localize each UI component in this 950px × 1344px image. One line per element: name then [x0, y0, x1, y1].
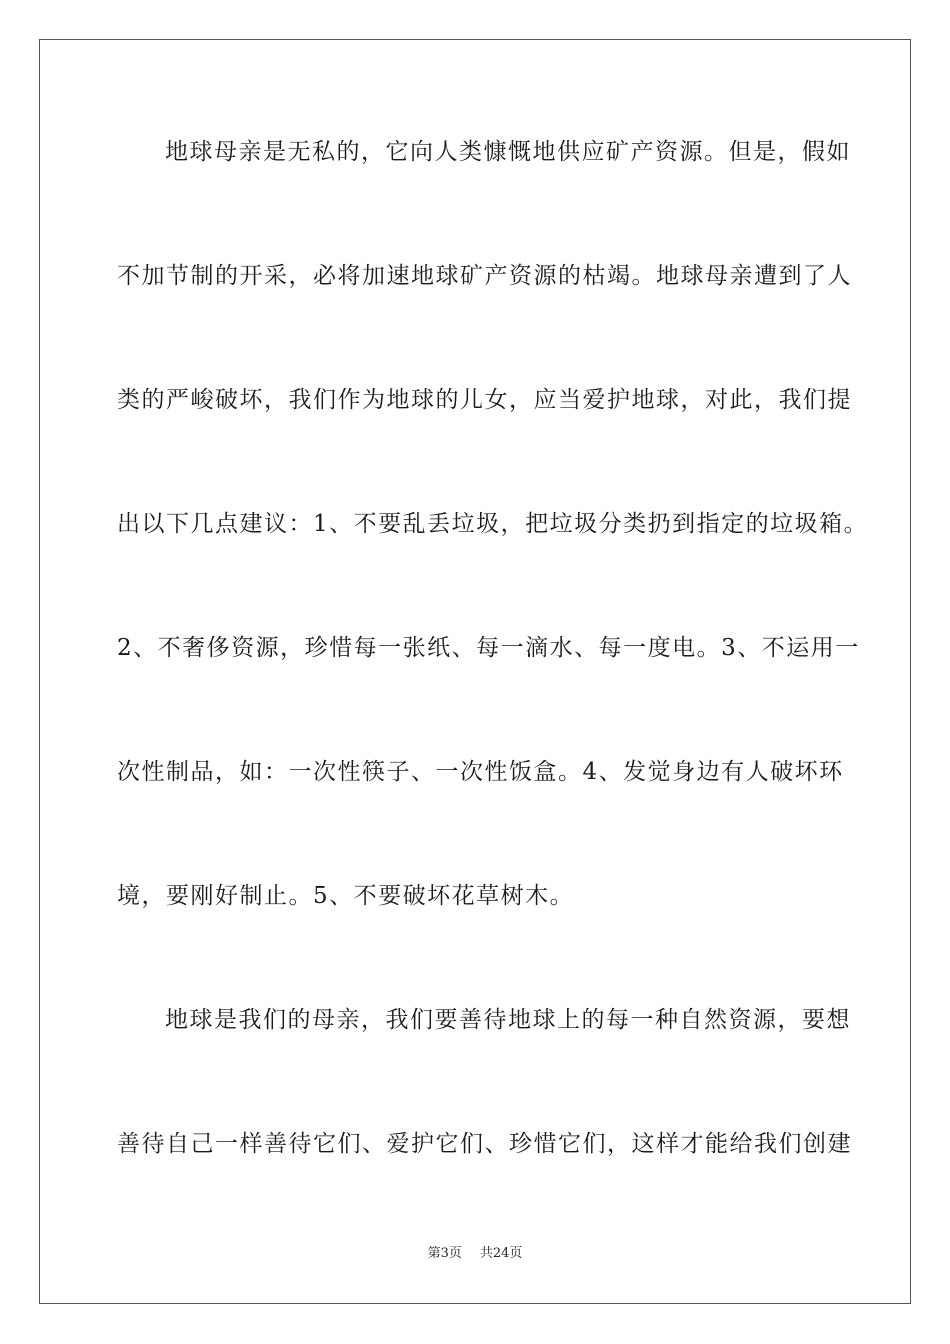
paragraph-1-line-6: 次性制品，如：一次性筷子、一次性饭盒。4、发觉身边有人破坏环 — [117, 759, 844, 785]
total-pages: 共24页 — [479, 1246, 523, 1261]
page-border — [39, 39, 911, 1304]
paragraph-1-line-4: 出以下几点建议：1、不要乱丢垃圾，把垃圾分类扔到指定的垃圾箱。 — [117, 511, 869, 537]
paragraph-2-line-2: 善待自己一样善待它们、爱护它们、珍惜它们，这样才能给我们创建 — [117, 1131, 852, 1157]
paragraph-1-line-3: 类的严峻破坏，我们作为地球的儿女，应当爱护地球，对此，我们提 — [117, 387, 852, 413]
paragraph-1-line-1: 地球母亲是无私的，它向人类慷慨地供应矿产资源。但是，假如 — [165, 139, 851, 165]
paragraph-2-line-1: 地球是我们的母亲，我们要善待地球上的每一种自然资源，要想 — [165, 1007, 851, 1033]
page-number: 第3页 — [427, 1246, 462, 1261]
paragraph-1-line-5: 2、不奢侈资源，珍惜每一张纸、每一滴水、每一度电。3、不运用一 — [117, 635, 860, 661]
paragraph-1-line-2: 不加节制的开采，必将加速地球矿产资源的枯竭。地球母亲遭到了人 — [117, 263, 852, 289]
page-footer — [0, 1246, 950, 1262]
paragraph-1-line-7: 境，要刚好制止。5、不要破坏花草树木。 — [117, 883, 575, 909]
